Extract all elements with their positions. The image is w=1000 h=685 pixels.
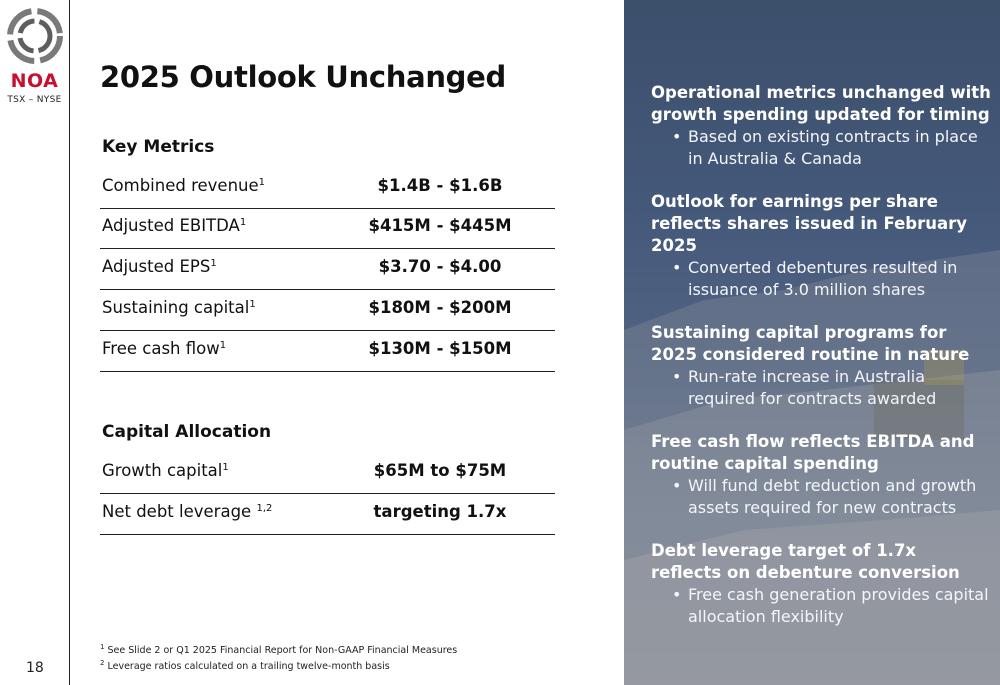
metric-label: Sustaining capital$^1$ — [102, 298, 256, 317]
footnotes — [100, 641, 457, 673]
metric-label: Adjusted EPS$^1$ — [102, 257, 217, 276]
brand-ticker: TSX – NYSE — [7, 95, 62, 105]
capital-allocation-heading: Capital Allocation — [102, 422, 272, 442]
footnote: $^1$ See Slide 2 or Q1 2025 Financial Report for Non-GAAP Financial Measures — [100, 643, 458, 657]
commentary-list — [651, 82, 991, 649]
commentary-panel — [624, 0, 1000, 685]
table-row — [100, 168, 555, 209]
table-row — [100, 494, 555, 535]
footnote: $^2$ Leverage ratios calculated on a trailing twelve-month basis — [100, 659, 390, 673]
key-metrics-heading: Key Metrics — [102, 137, 215, 157]
metric-value: $65M to $75M — [373, 461, 507, 480]
metric-label: Growth capital$^1$ — [102, 461, 229, 480]
metric-label: Free cash flow$^1$ — [102, 339, 227, 358]
metric-label: Adjusted EBITDA$^1$ — [102, 216, 247, 235]
list-item: Debt leverage target of 1.7x reflects on debenture conversion • Free cash generation provides capital allocation flexibility — [651, 540, 991, 628]
metric-value: $130M - $150M — [368, 339, 512, 358]
metric-value: targeting 1.7x — [373, 502, 507, 521]
metric-value: $415M - $445M — [368, 216, 512, 235]
list-item: Free cash flow reflects EBITDA and routine capital spending • Will fund debt reduction and growth assets required for new contracts — [651, 431, 991, 519]
table-row — [100, 249, 555, 290]
metric-value: $180M - $200M — [368, 298, 512, 317]
brand-name: NOA — [10, 70, 59, 92]
sidebar-divider — [69, 0, 70, 685]
metric-label: Combined revenue$^1$ — [102, 176, 266, 195]
table-row — [100, 208, 555, 249]
table-row — [100, 453, 555, 494]
table-row — [100, 290, 555, 331]
list-item: Outlook for earnings per share reflects shares issued in February 2025 • Converted debentures resulted in issuance of 3.0 million shares — [651, 191, 991, 301]
noa-logo-icon — [5, 6, 65, 66]
list-item: Sustaining capital programs for 2025 considered routine in nature • Run-rate increase in Australia required for contracts awarded — [651, 322, 991, 410]
table-row — [100, 331, 555, 372]
metric-value: $1.4B - $1.6B — [377, 176, 503, 195]
brand-sidebar — [0, 0, 69, 685]
metric-label: Net debt leverage $^{1,2}$ — [102, 502, 273, 521]
list-item: Operational metrics unchanged with growth spending updated for timing • Based on existing contracts in place in Australia & Canada — [651, 82, 991, 170]
page-title: 2025 Outlook Unchanged — [100, 60, 506, 94]
metric-value: $3.70 - $4.00 — [378, 257, 502, 276]
page-number: 18 — [26, 660, 44, 676]
